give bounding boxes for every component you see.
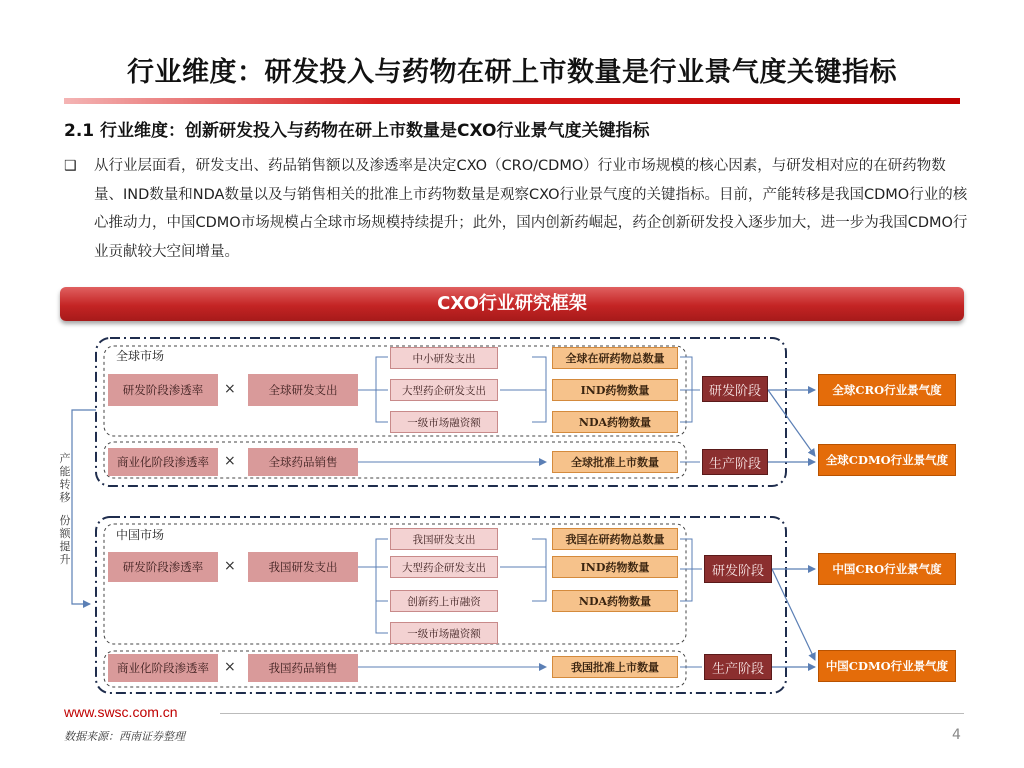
china-rd-spend: 我国研发支出 [248,552,358,582]
china-market-label: 中国市场 [116,528,165,542]
global-market-label: 全球市场 [116,349,165,363]
china-rd-penetration: 研发阶段渗透率 [108,552,218,582]
framework-banner: CXO行业研究框架 [60,287,964,321]
side-bracket [72,410,96,604]
page-number: 4 [952,727,961,743]
china-metric-ind: IND药物数量 [552,556,678,578]
china-drug-sales: 我国药品销售 [248,654,358,682]
china-cro-sentiment: 中国CRO行业景气度 [818,553,956,585]
global-prod-stage: 生产阶段 [702,449,768,475]
china-source-1: 我国研发支出 [390,528,498,550]
global-drug-sales: 全球药品销售 [248,448,358,476]
china-prod-stage: 生产阶段 [704,654,772,680]
china-cdmo-sentiment: 中国CDMO行业景气度 [818,650,956,682]
china-metric-nda: NDA药物数量 [552,590,678,612]
page-title: 行业维度：研发投入与药物在研上市数量是行业景气度关键指标 [127,57,897,88]
china-approved-count: 我国批准上市数量 [552,656,678,678]
times-sign: × [224,453,236,469]
global-rd-spend: 全球研发支出 [248,374,358,406]
global-cro-sentiment: 全球CRO行业景气度 [818,374,956,406]
global-approved-count: 全球批准上市数量 [552,451,678,473]
global-metric-nda: NDA药物数量 [552,411,678,433]
global-source-2: 大型药企研发支出 [390,379,498,401]
global-metric-ind: IND药物数量 [552,379,678,401]
global-metric-pipeline: 全球在研药物总数量 [552,347,678,369]
china-metric-pipeline: 我国在研药物总数量 [552,528,678,550]
china-source-3: 创新药上市融资 [390,590,498,612]
side-label-share-increase: 份 额 提 升 [59,514,71,566]
global-comm-penetration: 商业化阶段渗透率 [108,448,218,476]
china-source-2: 大型药企研发支出 [390,556,498,578]
china-comm-penetration: 商业化阶段渗透率 [108,654,218,682]
footer-divider [220,713,964,714]
global-source-3: 一级市场融资额 [390,411,498,433]
global-rd-penetration: 研发阶段渗透率 [108,374,218,406]
data-source-note: 数据来源：西南证券整理 [64,730,185,743]
global-rd-stage: 研发阶段 [702,376,768,402]
website-link[interactable]: www.swsc.com.cn [64,704,178,720]
paragraph-text: 从行业层面看，研发支出、药品销售额以及渗透率是决定CXO（CRO/CDMO）行业市场规模的核心因素，与研发相对应的在研药物数量、IND数量和NDA数量以及与销售相关的批准上市药物数量是观察CXO行业景气度的关键指标。目前，产能转移是我国CDMO行业的核心推动力，中国CDMO市场规模占全球市场规模持续提升；此外，国内创新药崛起，药企创新研发投入逐步加大，进一步为我国CDMO行业贡献较大空间增量。 [94,158,968,260]
times-sign: × [224,659,236,675]
times-sign: × [224,381,236,397]
china-source-4: 一级市场融资额 [390,622,498,644]
global-cdmo-sentiment: 全球CDMO行业景气度 [818,444,956,476]
china-rd-stage: 研发阶段 [704,555,772,583]
global-source-1: 中小研发支出 [390,347,498,369]
times-sign: × [224,558,236,574]
checkbox-bullet-icon: ❑ [64,158,77,174]
side-label-capacity-transfer: 产 能 转 移 [59,452,71,504]
section-subtitle: 2.1 行业维度：创新研发投入与药物在研上市数量是CXO行业景气度关键指标 [64,121,650,141]
